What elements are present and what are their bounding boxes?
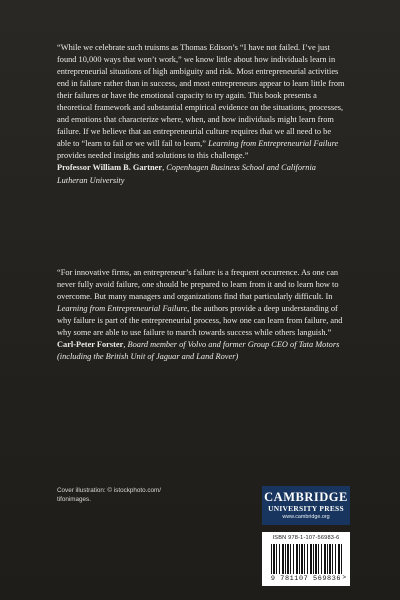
endorser-name: Professor William B. Gartner xyxy=(57,163,163,173)
endorsement-attribution: Professor William B. Gartner, Copenhagen Business School and California Lutheran University xyxy=(57,163,316,185)
cover-illustration-credit: Cover illustration: © istockphoto.com/ tifonimages. xyxy=(57,487,162,503)
publisher-subtitle: UNIVERSITY PRESS xyxy=(268,504,344,513)
book-title: Learning from Entrepreneurial Failure xyxy=(57,304,188,314)
publisher-logo xyxy=(262,486,350,525)
barcode-arrow: > xyxy=(342,575,346,581)
isbn-barcode xyxy=(262,532,350,586)
endorsement-text: “For innovative firms, an entrepreneur’s failure is a frequent occurrence. As one can never fully avoid failure, one should be prepared to learn from it and to learn how to overcome. But many managers and organizations find that particularly difficult. In Learning from Entrepreneurial Failure, the authors provide a deep understanding of why failure is part of the entrepreneurial process, how one can learn from failure, and why some are able to use failure to march towards success while others languish.” xyxy=(57,268,343,338)
publisher-url: www.cambridge.org xyxy=(282,514,330,520)
isbn-label: ISBN 978-1-107-56983-6 xyxy=(272,535,340,541)
endorsement-text: “While we celebrate such truisms as Thomas Edison’s “I have not failed. I’ve just found 10,000 ways that won’t work,” we know little about how individuals learn in entrepreneurial situations of high ambiguity and risk. Most entrepreneurial activities end in failure rather than in success, and most entrepreneurs appear to learn little from their failures or have the emotional capacity to try again. This book presents a theoretical framework and substantial empirical evidence on the situations, processes, and emotions that characterize where, when, and how individuals might learn from failure. If we believe that an entrepreneurial culture requires that we all need to be able to “learn to fail or we will fail to learn,” Learning from Entrepreneurial Failure provides needed insights and solutions to this challenge.” xyxy=(57,43,345,161)
endorser-affiliation: Copenhagen Business School and California Lutheran University xyxy=(57,163,316,185)
endorsement-forster xyxy=(57,267,347,363)
publisher-name: CAMBRIDGE xyxy=(264,490,348,504)
barcode-digits: 9 781107 569836 xyxy=(270,575,342,583)
barcode-icon xyxy=(271,544,343,574)
endorsement-attribution: Carl-Peter Forster, Board member of Volvo and former Group CEO of Tata Motors (including the British Unit of Jaguar and Land Rover) xyxy=(57,340,340,362)
book-title: Learning from Entrepreneurial Failure xyxy=(208,139,339,149)
endorser-affiliation: Board member of Volvo and former Group CEO of Tata Motors (including the British Unit of Jaguar and Land Rover) xyxy=(57,340,340,362)
endorsement-gartner xyxy=(57,42,347,187)
endorser-name: Carl-Peter Forster xyxy=(57,340,124,350)
